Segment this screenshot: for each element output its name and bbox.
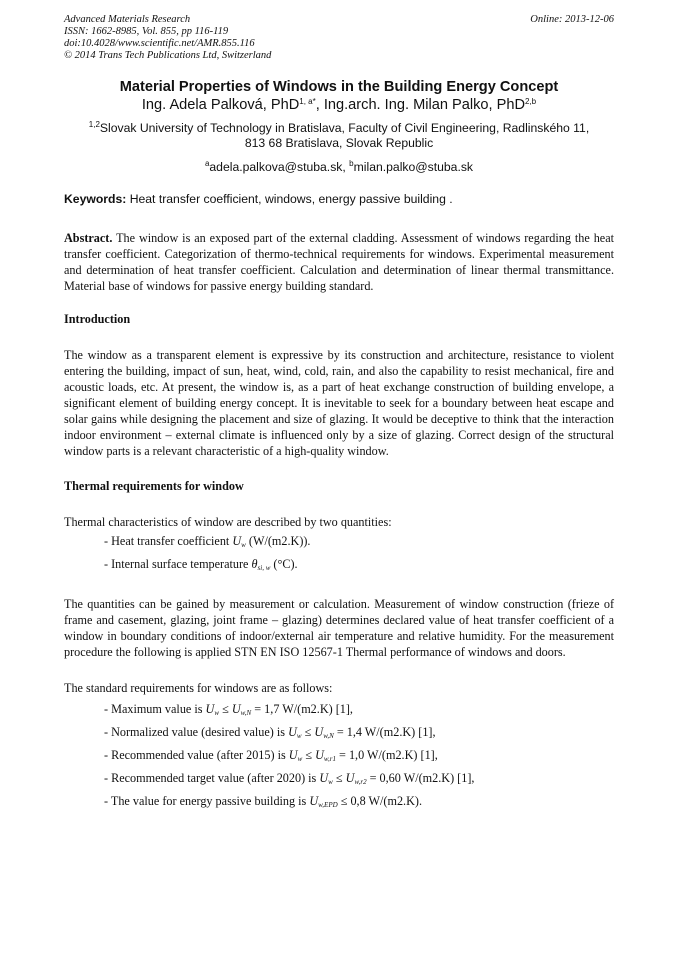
- requirements-intro: The standard requirements for windows are as follows:: [64, 681, 333, 695]
- requirements-list: [64, 698, 614, 813]
- author-1: Ing. Adela Palková, PhD: [141, 97, 300, 113]
- list-item: - Recommended target value (after 2020) is $U_w \le U_{w,r2} = 0,60$ W/(m2.K) [1],: [104, 771, 475, 786]
- abstract-text: The window is an exposed part of the external cladding. Assessment of windows regarding the heat transfer coefficient. Categorization of thermo-technical requirements for windows. Experimental measurement and determination of heat transfer coefficient. Calculation and determination of linear thermal transmittance. Material base of windows for passive energy building standard.: [64, 231, 614, 293]
- list-item: - The value for energy passive building is $U_{w,EPD} \le 0,8$ W/(m2.K).: [104, 794, 423, 809]
- journal-name: Advanced Materials Research: [64, 14, 191, 25]
- affiliation: [64, 121, 614, 151]
- list-item: - Recommended value (after 2015) is $U_w \le U_{w,r1} = 1,0$ W/(m2.K) [1],: [104, 748, 438, 763]
- email-list: [64, 160, 614, 174]
- thermal-intro: Thermal characteristics of window are described by two quantities:: [64, 515, 392, 529]
- list-item: - Internal surface temperature $\theta_{si, w}$ (°C).: [104, 557, 298, 572]
- author-2-affil: 2,b: [525, 97, 537, 106]
- keywords-label: Keywords:: [64, 192, 127, 206]
- author-1-affil: 1, a*: [299, 97, 316, 106]
- measurement-paragraph: The quantities can be gained by measurement or calculation. Measurement of window construction (frieze of frame and casement, glazing, joint frame – glazing) determines declared value of heat transfer coefficient of a window in boundary conditions of indoor/external air temperature and relative humidity. For the measurement procedure the following is applied STN EN ISO 12567-1 Thermal performance of windows and doors.: [64, 597, 614, 659]
- email-separator: ,: [342, 160, 350, 174]
- author-separator: ,: [315, 97, 324, 113]
- quantity-list: [64, 530, 614, 576]
- introduction-text: The window as a transparent element is expressive by its construction and architecture, resistance to violent entering the building, impact of sun, heat, wind, cold, rain, and also the capability to resist mechanical, fire and acoustic loads, etc. At present, the window is, as a part of heat exchange construction of building envelope, a significant element of building energy concept. It is inevitable to seek for a boundary between heat escape and solar gains while designing the placement and size of glazing. It would be deceptive to think that the interaction indoor environment – external climate is influenced only by a size of glazing. Correct design of the structural window parts is a relevant characteristic of a high-quality window.: [64, 348, 614, 458]
- thermal-heading: Thermal requirements for window: [64, 479, 244, 493]
- introduction-heading: Introduction: [64, 312, 131, 326]
- author-2: Ing.arch. Ing. Milan Palko, PhD: [323, 97, 525, 113]
- copyright-line: © 2014 Trans Tech Publications Ltd, Switzerland: [64, 50, 272, 61]
- online-date: Online: 2013-12-06: [530, 14, 614, 25]
- affiliation-line-2: 813 68 Bratislava, Slovak Republic: [244, 136, 434, 150]
- email-b-sup: b: [349, 159, 354, 168]
- list-item: - Maximum value is $U_w \le U_{w,N} = 1,7$ W/(m2.K) [1],: [104, 702, 353, 717]
- abstract: [64, 230, 614, 294]
- email-b[interactable]: milan.palko@stuba.sk: [353, 160, 474, 174]
- list-item: - Heat transfer coefficient $U_w$ (W/(m2.K)).: [104, 534, 311, 549]
- doi-line: doi:10.4028/www.scientific.net/AMR.855.116: [64, 38, 255, 49]
- author-list: [64, 97, 614, 113]
- affiliation-line-1: Slovak University of Technology in Bratislava, Faculty of Civil Engineering, Radlinského 11,: [99, 121, 590, 135]
- keywords: [64, 192, 614, 206]
- issn-line: ISSN: 1662-8985, Vol. 855, pp 116-119: [64, 26, 229, 37]
- list-item: - Normalized value (desired value) is $U_w \le U_{w,N} = 1,4$ W/(m2.K) [1],: [104, 725, 436, 740]
- email-a-sup: a: [204, 159, 210, 168]
- paper-title: Material Properties of Windows in the Building Energy Concept: [119, 79, 559, 95]
- paper-page: [64, 14, 614, 813]
- affiliation-sup: 1,2: [88, 120, 100, 129]
- email-a[interactable]: adela.palkova@stuba.sk: [209, 160, 343, 174]
- keywords-text: Heat transfer coefficient, windows, energy passive building .: [126, 192, 453, 206]
- abstract-label: Abstract.: [64, 231, 113, 245]
- journal-header: [64, 14, 614, 62]
